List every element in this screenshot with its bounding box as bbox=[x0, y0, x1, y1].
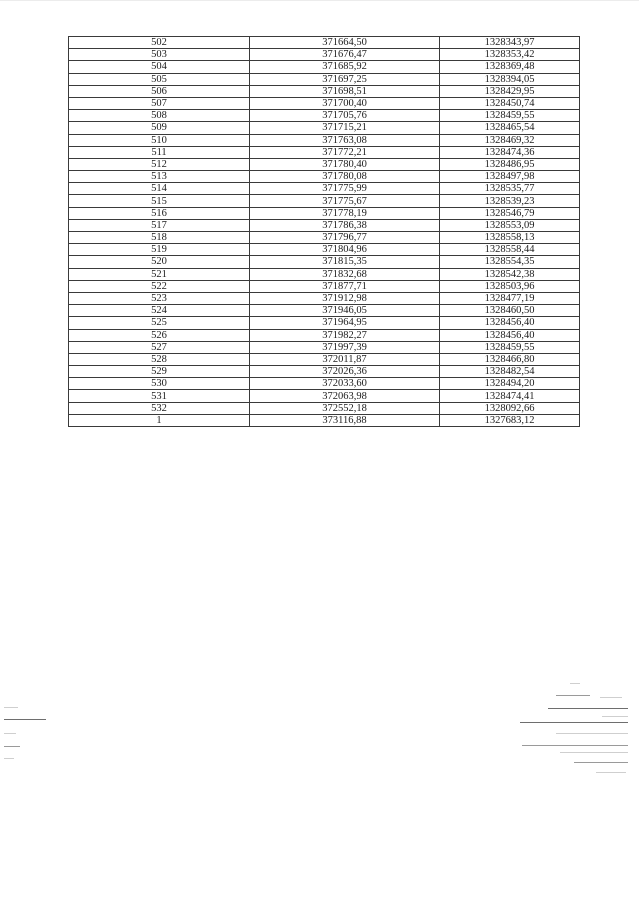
x-coordinate-cell: 371780,40 bbox=[250, 158, 440, 170]
y-coordinate-cell: 1328092,66 bbox=[440, 402, 580, 414]
y-coordinate-cell: 1328465,54 bbox=[440, 122, 580, 134]
table-row bbox=[69, 366, 580, 378]
point-number-cell: 519 bbox=[69, 244, 250, 256]
x-coordinate-cell: 372552,18 bbox=[250, 402, 440, 414]
table-row bbox=[69, 390, 580, 402]
y-coordinate-cell: 1328450,74 bbox=[440, 97, 580, 109]
x-coordinate-cell: 371715,21 bbox=[250, 122, 440, 134]
x-coordinate-cell: 372011,87 bbox=[250, 353, 440, 365]
table-row bbox=[69, 37, 580, 49]
y-coordinate-cell: 1328497,98 bbox=[440, 171, 580, 183]
point-number-cell: 512 bbox=[69, 158, 250, 170]
point-number-cell: 503 bbox=[69, 49, 250, 61]
x-coordinate-cell: 371780,08 bbox=[250, 171, 440, 183]
y-coordinate-cell: 1328429,95 bbox=[440, 85, 580, 97]
x-coordinate-cell: 371700,40 bbox=[250, 97, 440, 109]
point-number-cell: 502 bbox=[69, 37, 250, 49]
table-row bbox=[69, 317, 580, 329]
table-row bbox=[69, 256, 580, 268]
table-row bbox=[69, 85, 580, 97]
x-coordinate-cell: 371982,27 bbox=[250, 329, 440, 341]
point-number-cell: 520 bbox=[69, 256, 250, 268]
table-row bbox=[69, 402, 580, 414]
x-coordinate-cell: 371786,38 bbox=[250, 219, 440, 231]
point-number-cell: 508 bbox=[69, 110, 250, 122]
x-coordinate-cell: 373116,88 bbox=[250, 414, 440, 426]
table-row bbox=[69, 158, 580, 170]
table-row bbox=[69, 268, 580, 280]
x-coordinate-cell: 372033,60 bbox=[250, 378, 440, 390]
coordinates-table-body bbox=[69, 37, 580, 427]
y-coordinate-cell: 1328553,09 bbox=[440, 219, 580, 231]
point-number-cell: 514 bbox=[69, 183, 250, 195]
y-coordinate-cell: 1328369,48 bbox=[440, 61, 580, 73]
point-number-cell: 527 bbox=[69, 341, 250, 353]
y-coordinate-cell: 1328474,41 bbox=[440, 390, 580, 402]
table-row bbox=[69, 378, 580, 390]
y-coordinate-cell: 1328542,38 bbox=[440, 268, 580, 280]
x-coordinate-cell: 371832,68 bbox=[250, 268, 440, 280]
x-coordinate-cell: 371705,76 bbox=[250, 110, 440, 122]
point-number-cell: 532 bbox=[69, 402, 250, 414]
table-row bbox=[69, 171, 580, 183]
y-coordinate-cell: 1328469,32 bbox=[440, 134, 580, 146]
x-coordinate-cell: 371778,19 bbox=[250, 207, 440, 219]
x-coordinate-cell: 371763,08 bbox=[250, 134, 440, 146]
x-coordinate-cell: 371804,96 bbox=[250, 244, 440, 256]
coordinates-table bbox=[68, 36, 580, 427]
point-number-cell: 511 bbox=[69, 146, 250, 158]
point-number-cell: 525 bbox=[69, 317, 250, 329]
point-number-cell: 513 bbox=[69, 171, 250, 183]
point-number-cell: 531 bbox=[69, 390, 250, 402]
y-coordinate-cell: 1328343,97 bbox=[440, 37, 580, 49]
table-row bbox=[69, 414, 580, 426]
table-row bbox=[69, 134, 580, 146]
y-coordinate-cell: 1328459,55 bbox=[440, 341, 580, 353]
y-coordinate-cell: 1328456,40 bbox=[440, 329, 580, 341]
x-coordinate-cell: 372063,98 bbox=[250, 390, 440, 402]
y-coordinate-cell: 1328535,77 bbox=[440, 183, 580, 195]
point-number-cell: 528 bbox=[69, 353, 250, 365]
point-number-cell: 1 bbox=[69, 414, 250, 426]
point-number-cell: 517 bbox=[69, 219, 250, 231]
table-row bbox=[69, 329, 580, 341]
point-number-cell: 505 bbox=[69, 73, 250, 85]
y-coordinate-cell: 1328558,44 bbox=[440, 244, 580, 256]
table-row bbox=[69, 232, 580, 244]
table-row bbox=[69, 305, 580, 317]
table-row bbox=[69, 183, 580, 195]
y-coordinate-cell: 1328394,05 bbox=[440, 73, 580, 85]
point-number-cell: 518 bbox=[69, 232, 250, 244]
y-coordinate-cell: 1328353,42 bbox=[440, 49, 580, 61]
point-number-cell: 526 bbox=[69, 329, 250, 341]
point-number-cell: 521 bbox=[69, 268, 250, 280]
x-coordinate-cell: 371796,77 bbox=[250, 232, 440, 244]
table-row bbox=[69, 292, 580, 304]
point-number-cell: 523 bbox=[69, 292, 250, 304]
x-coordinate-cell: 371772,21 bbox=[250, 146, 440, 158]
table-row bbox=[69, 353, 580, 365]
table-row bbox=[69, 244, 580, 256]
x-coordinate-cell: 371775,67 bbox=[250, 195, 440, 207]
point-number-cell: 509 bbox=[69, 122, 250, 134]
table-row bbox=[69, 122, 580, 134]
x-coordinate-cell: 371685,92 bbox=[250, 61, 440, 73]
y-coordinate-cell: 1328554,35 bbox=[440, 256, 580, 268]
x-coordinate-cell: 371964,95 bbox=[250, 317, 440, 329]
table-row bbox=[69, 280, 580, 292]
y-coordinate-cell: 1328459,55 bbox=[440, 110, 580, 122]
y-coordinate-cell: 1328503,96 bbox=[440, 280, 580, 292]
y-coordinate-cell: 1328456,40 bbox=[440, 317, 580, 329]
y-coordinate-cell: 1328477,19 bbox=[440, 292, 580, 304]
table-row bbox=[69, 207, 580, 219]
y-coordinate-cell: 1328539,23 bbox=[440, 195, 580, 207]
x-coordinate-cell: 371676,47 bbox=[250, 49, 440, 61]
y-coordinate-cell: 1328474,36 bbox=[440, 146, 580, 158]
point-number-cell: 515 bbox=[69, 195, 250, 207]
point-number-cell: 522 bbox=[69, 280, 250, 292]
table-row bbox=[69, 110, 580, 122]
point-number-cell: 506 bbox=[69, 85, 250, 97]
x-coordinate-cell: 371698,51 bbox=[250, 85, 440, 97]
point-number-cell: 516 bbox=[69, 207, 250, 219]
y-coordinate-cell: 1328558,13 bbox=[440, 232, 580, 244]
y-coordinate-cell: 1328494,20 bbox=[440, 378, 580, 390]
x-coordinate-cell: 371775,99 bbox=[250, 183, 440, 195]
point-number-cell: 507 bbox=[69, 97, 250, 109]
x-coordinate-cell: 371912,98 bbox=[250, 292, 440, 304]
point-number-cell: 524 bbox=[69, 305, 250, 317]
table-row bbox=[69, 61, 580, 73]
x-coordinate-cell: 371946,05 bbox=[250, 305, 440, 317]
table-row bbox=[69, 49, 580, 61]
point-number-cell: 529 bbox=[69, 366, 250, 378]
y-coordinate-cell: 1328460,50 bbox=[440, 305, 580, 317]
point-number-cell: 510 bbox=[69, 134, 250, 146]
y-coordinate-cell: 1328466,80 bbox=[440, 353, 580, 365]
point-number-cell: 530 bbox=[69, 378, 250, 390]
x-coordinate-cell: 371664,50 bbox=[250, 37, 440, 49]
x-coordinate-cell: 371877,71 bbox=[250, 280, 440, 292]
x-coordinate-cell: 371997,39 bbox=[250, 341, 440, 353]
x-coordinate-cell: 371815,35 bbox=[250, 256, 440, 268]
y-coordinate-cell: 1327683,12 bbox=[440, 414, 580, 426]
table-row bbox=[69, 97, 580, 109]
table-row bbox=[69, 219, 580, 231]
point-number-cell: 504 bbox=[69, 61, 250, 73]
x-coordinate-cell: 371697,25 bbox=[250, 73, 440, 85]
y-coordinate-cell: 1328546,79 bbox=[440, 207, 580, 219]
table-row bbox=[69, 195, 580, 207]
y-coordinate-cell: 1328482,54 bbox=[440, 366, 580, 378]
table-row bbox=[69, 341, 580, 353]
x-coordinate-cell: 372026,36 bbox=[250, 366, 440, 378]
table-row bbox=[69, 146, 580, 158]
y-coordinate-cell: 1328486,95 bbox=[440, 158, 580, 170]
table-row bbox=[69, 73, 580, 85]
